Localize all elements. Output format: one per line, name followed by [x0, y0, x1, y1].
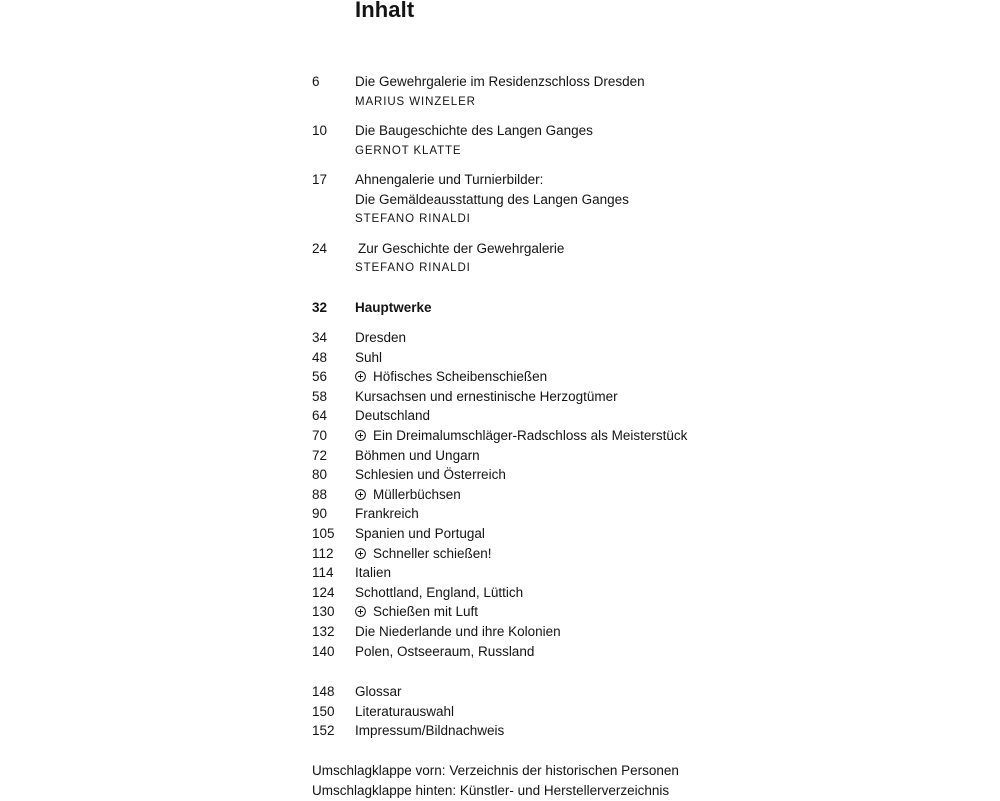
chapter-title: [355, 583, 523, 603]
essay-title-text: Die Gewehrgalerie im Residenzschloss Dresden: [355, 74, 645, 89]
page-number: 150: [312, 703, 335, 719]
chapter-title: [355, 367, 547, 387]
chapter-title: [355, 642, 534, 662]
chapter-title-text: Frankreich: [355, 506, 419, 522]
essay-title: [355, 170, 543, 190]
chapter-title: [355, 622, 561, 642]
page-number: 10: [312, 123, 328, 138]
chapter-title-text: Kursachsen und ernestinische Herzogtümer: [355, 388, 618, 404]
essay-title-text: Ahnengalerie und Turnierbilder:: [355, 172, 544, 187]
page-number: 58: [312, 388, 328, 404]
flap-note: Umschlagklappe vorn: Verzeichnis der historischen Personen: [312, 763, 679, 778]
page-number: 64: [312, 408, 328, 424]
section-title: Hauptwerke: [355, 300, 432, 315]
essay-title-text: Zur Geschichte der Gewehrgalerie: [358, 240, 565, 256]
page-number: 88: [312, 486, 328, 502]
circled-plus-icon: [355, 371, 366, 382]
chapter-title: [355, 544, 492, 564]
essay-author: STEFANO RINALDI: [355, 262, 471, 274]
essay-title: [355, 72, 645, 92]
chapter-title-text: Müllerbüchsen: [373, 486, 461, 502]
chapter-title: [355, 446, 480, 466]
page-number: 90: [312, 506, 328, 522]
chapter-title: [355, 406, 430, 426]
chapter-title-text: Schottland, England, Lüttich: [355, 584, 524, 600]
circled-plus-icon: [355, 430, 366, 441]
chapter-title-text: Italien: [355, 565, 392, 581]
chapter-title: [355, 426, 687, 446]
page-number: 148: [312, 684, 335, 699]
page-number: 152: [312, 723, 335, 739]
page-number: 56: [312, 369, 328, 385]
circled-plus-icon: [355, 606, 366, 617]
chapter-title: [355, 465, 506, 485]
section-page-number: 32: [312, 300, 328, 315]
chapter-title: [355, 387, 618, 407]
page-number: 72: [312, 447, 328, 463]
appendix-title: Impressum/Bildnachweis: [355, 723, 505, 739]
chapter-title-text: Deutschland: [355, 408, 431, 424]
page-number: 24: [312, 240, 328, 256]
page-number: 132: [312, 624, 335, 639]
essay-title-text: Die Gemäldeausstattung des Langen Ganges: [355, 191, 629, 207]
page-number: 17: [312, 172, 328, 187]
page-title: Inhalt: [355, 0, 415, 22]
chapter-title-text: Höfisches Scheibenschießen: [373, 369, 548, 385]
chapter-title-text: Schlesien und Österreich: [355, 467, 506, 483]
chapter-title-text: Schneller schießen!: [373, 545, 492, 561]
appendix-title: Literaturauswahl: [355, 703, 455, 719]
appendix-title: Glossar: [355, 684, 402, 699]
essay-author: GERNOT KLATTE: [355, 144, 462, 157]
essay-author: STEFANO RINALDI: [355, 213, 471, 225]
essay-author: MARIUS WINZELER: [355, 95, 476, 108]
page-number: 124: [312, 584, 335, 600]
chapter-title: [355, 504, 419, 524]
page-number: 34: [312, 330, 328, 345]
circled-plus-icon: [355, 548, 366, 559]
chapter-title: [355, 602, 478, 622]
chapter-title-text: Schießen mit Luft: [373, 604, 479, 620]
essay-title: [355, 190, 629, 210]
circled-plus-icon: [355, 489, 366, 500]
chapter-title-text: Spanien und Portugal: [355, 526, 485, 541]
chapter-title: [355, 524, 485, 544]
chapter-title-text: Böhmen und Ungarn: [355, 447, 480, 463]
essay-title: [355, 239, 564, 259]
page-number: 6: [312, 74, 320, 89]
chapter-title-text: Polen, Ostseeraum, Russland: [355, 643, 535, 659]
page-number: 140: [312, 643, 335, 659]
chapter-title: [355, 563, 391, 583]
chapter-title-text: Die Niederlande und ihre Kolonien: [355, 624, 561, 639]
page-number: 114: [312, 565, 334, 581]
chapter-title-text: Dresden: [355, 330, 407, 345]
chapter-title-text: Ein Dreimalumschläger-Radschloss als Meisterstück: [373, 428, 688, 443]
chapter-title: [355, 348, 382, 368]
page-number: 130: [312, 604, 335, 620]
chapter-title: [355, 485, 461, 505]
page-number: 70: [312, 428, 328, 443]
page-number: 105: [312, 526, 335, 541]
flap-note: Umschlagklappe hinten: Künstler- und Herstellerverzeichnis: [312, 782, 670, 798]
chapter-title-text: Suhl: [355, 349, 383, 365]
page-number: 112: [312, 545, 334, 561]
essay-title: [355, 121, 593, 141]
page-number: 80: [312, 467, 328, 483]
essay-title-text: Die Baugeschichte des Langen Ganges: [355, 123, 593, 138]
page-number: 48: [312, 349, 328, 365]
chapter-title: [355, 328, 406, 348]
